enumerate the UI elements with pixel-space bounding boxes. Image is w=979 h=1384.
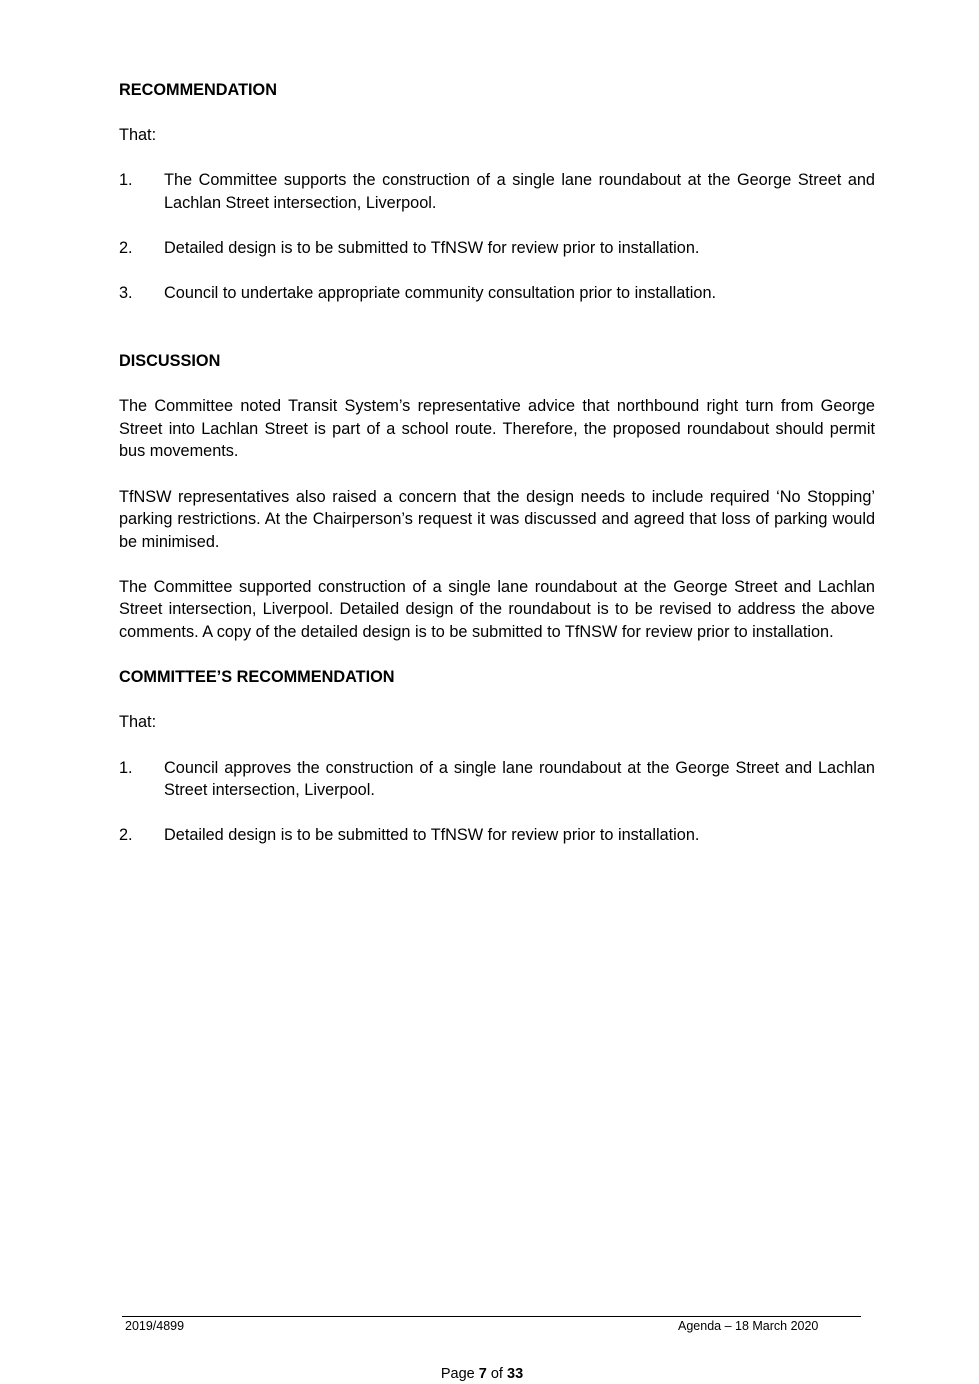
footer-agenda-date: Agenda – 18 March 2020	[678, 1319, 819, 1333]
list-item	[119, 237, 875, 260]
item-text: Council approves the construction of a single lane roundabout at the George Street and Lachlan Street intersection, Liverpool.	[164, 758, 875, 800]
item-number: 2.	[119, 826, 133, 845]
page-of: of	[486, 1366, 507, 1382]
recommendation-heading: RECOMMENDATION	[119, 81, 277, 99]
page-number	[0, 1366, 964, 1383]
discussion-paragraph: The Committee noted Transit System’s representative advice that northbound right turn from George Street into Lachlan Street is part of a school route. Therefore, the proposed roundabout should permit bus movements.	[119, 397, 875, 461]
item-text: Detailed design is to be submitted to TfNSW for review prior to installation.	[164, 239, 700, 258]
footer-reference: 2019/4899	[125, 1319, 185, 1333]
discussion-paragraph: TfNSW representatives also raised a concern that the design needs to include required ‘No Stopping’ parking restrictions. At the Chairperson’s request it was discussed and agreed that loss of parking would be minimised.	[119, 487, 875, 551]
discussion-paragraph: The Committee supported construction of a single lane roundabout at the George Street and Lachlan Street intersection, Liverpool. Detailed design of the roundabout is to be revised to address the above comments. A copy of the detailed design is to be submitted to TfNSW for review prior to installation.	[119, 577, 875, 642]
item-number: 1.	[119, 171, 133, 190]
committee-recommendation-heading: COMMITTEE’S RECOMMENDATION	[119, 668, 395, 687]
list-item	[119, 282, 875, 305]
recommendation-list	[119, 169, 875, 305]
footer-divider	[122, 1316, 861, 1317]
page-prefix: Page	[440, 1366, 479, 1382]
item-text: Detailed design is to be submitted to TfNSW for review prior to installation.	[164, 826, 700, 845]
document-body	[119, 79, 875, 847]
item-text: Council to undertake appropriate community consultation prior to installation.	[164, 284, 717, 303]
recommendation-intro: That:	[119, 126, 157, 145]
discussion-heading: DISCUSSION	[119, 351, 221, 370]
page-current: 7	[478, 1366, 487, 1382]
list-item	[119, 757, 875, 802]
committee-recommendation-list	[119, 757, 875, 847]
committee-recommendation-intro: That:	[119, 713, 157, 732]
list-item	[119, 169, 875, 214]
item-number: 2.	[119, 239, 133, 258]
item-number: 3.	[119, 284, 133, 303]
item-text: The Committee supports the construction of a single lane roundabout at the George Street and Lachlan Street intersection, Liverpool.	[164, 171, 875, 212]
page-total: 33	[507, 1366, 524, 1382]
list-item	[119, 824, 875, 847]
item-number: 1.	[119, 758, 133, 777]
